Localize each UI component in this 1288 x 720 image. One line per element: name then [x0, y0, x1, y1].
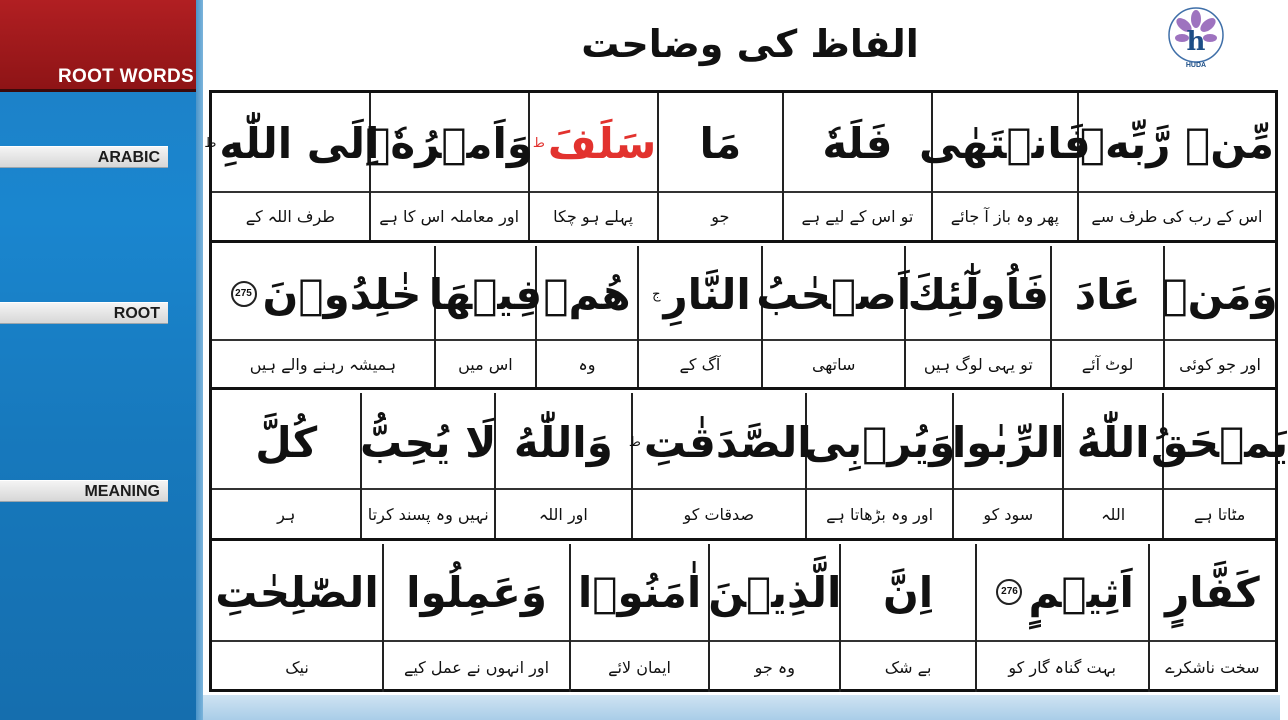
word-cell [365, 93, 534, 240]
urdu-meaning: سود کو [954, 488, 1062, 538]
urdu-meaning: اور اللہ [496, 488, 631, 538]
arabic-text: وَاللّٰهُ [513, 417, 613, 467]
urdu-meaning: وہ [537, 339, 637, 387]
waqf-mark: ط [628, 434, 641, 450]
arabic-word [360, 393, 497, 491]
page-title: الفاظ کی وضاحت [581, 22, 919, 66]
word-cell [975, 544, 1148, 692]
urdu-meaning: اللہ [1064, 488, 1162, 538]
arabic-text: اللّٰهُ [1076, 417, 1150, 467]
word-cell [569, 544, 708, 692]
word-cell [382, 544, 569, 692]
word-cell [803, 393, 956, 538]
word-cell [1062, 393, 1162, 538]
arabic-text: كَفَّارٍ [1165, 567, 1260, 617]
word-cell [628, 393, 812, 538]
arabic-text: عَادَ [1074, 269, 1141, 319]
vocabulary-table [204, 90, 1288, 692]
urdu-meaning: ایمان لائے [571, 640, 708, 692]
word-cell [212, 393, 360, 538]
urdu-meaning: بہت گناہ گار کو [977, 640, 1148, 692]
urdu-meaning: اور جو کوئی [1165, 339, 1275, 387]
arabic-word [784, 93, 931, 194]
arabic-text: سَلَفَ [547, 119, 657, 168]
word-cell [919, 93, 1091, 240]
arabic-text: الرِّبٰوا [951, 417, 1065, 467]
arabic-text: هُمۡ [543, 269, 631, 319]
arabic-text: وَمَنۡ [1162, 269, 1278, 319]
arabic-word [977, 544, 1148, 640]
arabic-word [639, 246, 761, 342]
arabic-text: كُلَّ [255, 417, 318, 467]
word-cell [1150, 393, 1288, 538]
arabic-word [906, 246, 1050, 342]
word-cell [1162, 246, 1278, 387]
arabic-text: الصّٰلِحٰتِ [215, 567, 379, 617]
huda-logo [1165, 6, 1227, 70]
word-cell [904, 246, 1050, 387]
word-cell [494, 393, 631, 538]
arabic-word [212, 544, 382, 640]
arabic-text: مَا [699, 119, 742, 168]
urdu-meaning: ساتھی [763, 339, 905, 387]
arabic-word [1150, 393, 1288, 491]
urdu-meaning: بے شک [841, 640, 974, 692]
urdu-meaning: ہر [212, 488, 360, 538]
arabic-word [212, 393, 360, 491]
sidebar [0, 0, 203, 720]
urdu-meaning: آگ کے [639, 339, 761, 387]
arabic-word [803, 393, 956, 491]
urdu-meaning: مٹاتا ہے [1164, 488, 1275, 538]
urdu-meaning: نیک [212, 640, 382, 692]
arabic-text: فِيۡهَا [428, 269, 543, 319]
ayah-number: 275 [231, 281, 257, 307]
arabic-word [384, 544, 569, 640]
word-cell [428, 246, 543, 387]
arabic-text: يَمۡحَقُ [1150, 417, 1288, 467]
word-cell [951, 393, 1065, 538]
arabic-word [1150, 544, 1275, 640]
arabic-text: الَّذِيۡنَ [708, 567, 842, 617]
arabic-word [708, 544, 842, 640]
word-cell [708, 544, 842, 692]
urdu-meaning: صدقات کو [633, 488, 805, 538]
word-cell [360, 393, 497, 538]
arabic-text: اِنَّ [882, 567, 934, 617]
arabic-word [951, 393, 1065, 491]
logo-wordmark: HUDA [1185, 62, 1207, 69]
urdu-meaning: پھر وہ باز آ جائے [933, 191, 1077, 240]
table-row [212, 544, 1275, 692]
word-cell [637, 246, 761, 387]
arabic-word [1052, 246, 1163, 342]
arabic-text: فَلَهٗ [822, 119, 893, 168]
arabic-text: مِّنۡ رَّبِّهٖ [1079, 119, 1275, 168]
urdu-meaning: اور انہوں نے عمل کیے [384, 640, 569, 692]
arabic-word [204, 93, 380, 194]
ayah-number: 276 [996, 579, 1022, 605]
word-cell [1050, 246, 1163, 387]
waqf-mark: ط [532, 136, 545, 151]
urdu-meaning: ہمیشہ رہنے والے ہیں [212, 339, 434, 387]
arabic-text: وَعَمِلُوا [406, 567, 547, 617]
arabic-word [841, 544, 974, 640]
word-cell [1077, 93, 1275, 240]
arabic-text: اِلَى اللّٰهِ [219, 119, 380, 168]
arabic-word [1162, 246, 1278, 342]
tab-meaning[interactable]: MEANING [0, 480, 168, 502]
waqf-mark: ج [652, 286, 661, 302]
urdu-meaning: پہلے ہو چکا [530, 191, 657, 240]
arabic-word [212, 246, 434, 342]
urdu-meaning: طرف اللہ کے [212, 191, 369, 240]
arabic-text: اٰمَنُوۡا [577, 567, 702, 617]
bottom-band [203, 695, 1280, 720]
arabic-word [530, 93, 657, 194]
arabic-text: فَانۡتَهٰى [919, 119, 1091, 168]
tab-root[interactable]: ROOT [0, 302, 168, 324]
word-cell [212, 544, 382, 692]
arabic-word [365, 93, 534, 194]
word-cell [204, 93, 380, 240]
arabic-text: اَثِيۡمٍ [1028, 567, 1134, 617]
arabic-word [628, 393, 812, 491]
word-cell [1148, 544, 1275, 692]
arabic-text: اَصۡحٰبُ [756, 269, 912, 319]
word-cell [528, 93, 657, 240]
urdu-meaning: اس کے رب کی طرف سے [1079, 191, 1275, 240]
urdu-meaning: وہ جو [710, 640, 839, 692]
arabic-word [919, 93, 1091, 194]
arabic-text: وَيُرۡبِى [803, 417, 956, 467]
arabic-word [496, 393, 631, 491]
urdu-meaning: اس میں [436, 339, 535, 387]
word-cell [212, 246, 434, 387]
urdu-meaning: لوٹ آئے [1052, 339, 1163, 387]
arabic-word [537, 246, 637, 342]
arabic-text: وَاَمۡرُهٗۤ [365, 119, 534, 168]
arabic-text: فَاُولٰٓئِكَ [907, 269, 1049, 319]
urdu-meaning: نہیں وہ پسند کرتا [362, 488, 494, 538]
urdu-meaning: اور وہ بڑھاتا ہے [807, 488, 952, 538]
arabic-word [756, 246, 912, 342]
urdu-meaning: تو اس کے لیے ہے [784, 191, 931, 240]
arabic-text: النَّارِ [663, 269, 751, 319]
flower-logo-icon [1165, 6, 1227, 64]
arabic-word [571, 544, 708, 640]
arabic-text: الصَّدَقٰتِ [643, 417, 812, 467]
arabic-word [428, 246, 543, 342]
waqf-mark: ط [204, 136, 217, 151]
word-cell [535, 246, 637, 387]
svg-text:h: h [1186, 27, 1206, 57]
word-cell [657, 93, 782, 240]
urdu-meaning: اور معاملہ اس کا ہے [371, 191, 528, 240]
table-row [212, 246, 1278, 390]
urdu-meaning: سخت ناشکرے [1150, 640, 1275, 692]
urdu-meaning: تو یہی لوگ ہیں [906, 339, 1050, 387]
tab-arabic[interactable]: ARABIC [0, 146, 168, 168]
word-cell [756, 246, 912, 387]
sidebar-title: ROOT WORDS [58, 66, 194, 87]
word-cell [839, 544, 974, 692]
table-row [204, 93, 1275, 243]
arabic-word [1064, 393, 1162, 491]
arabic-text: خٰلِدُوۡنَ [262, 269, 422, 319]
sidebar-edge [196, 0, 203, 720]
arabic-word [1079, 93, 1275, 194]
arabic-text: لَا يُحِبُّ [360, 417, 497, 467]
table-row [212, 393, 1288, 541]
urdu-meaning: جو [659, 191, 782, 240]
word-cell [782, 93, 931, 240]
arabic-word [659, 93, 782, 194]
